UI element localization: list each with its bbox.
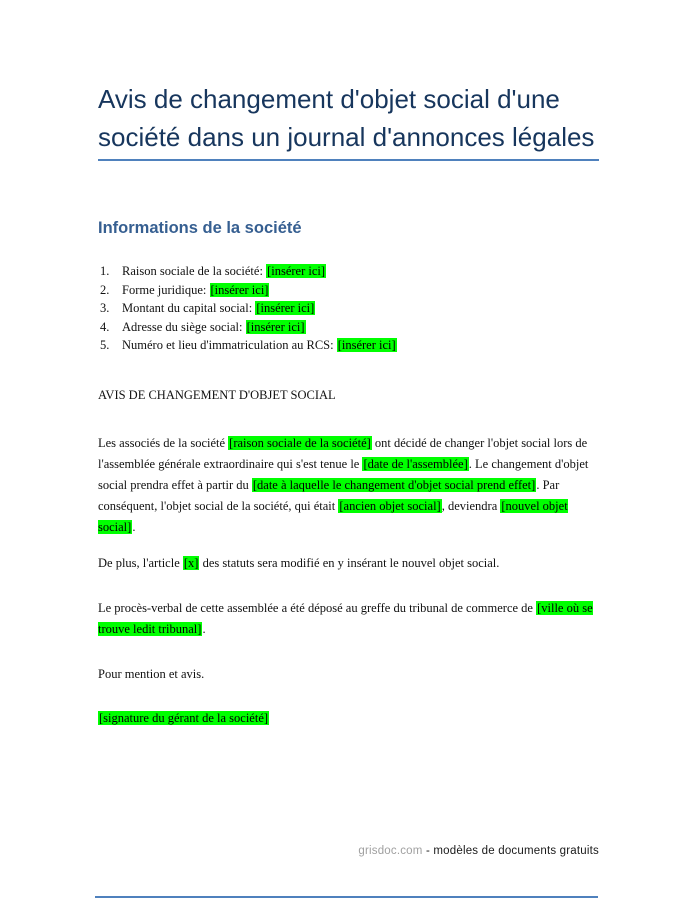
list-number: 2. [100,282,110,297]
paragraph-pour-mention [98,664,599,685]
list-item-label: Raison sociale de la société: [122,264,267,278]
list-item [98,336,599,355]
page-title: Avis de changement d'objet social d'une société dans un journal d'annonces légales [98,0,599,161]
list-item-label: Numéro et lieu d'immatriculation au RCS: [122,338,337,352]
list-number: 1. [100,264,110,278]
notice-subject-line: AVIS DE CHANGEMENT D'OBJET SOCIAL [98,387,336,402]
placeholder-highlight: [x] [183,555,199,570]
company-info-list [98,262,599,355]
signature-placeholder-line [98,708,599,729]
list-item-text [122,281,269,300]
text-run: . Par conséquent, l'objet social de la société, qui était [98,477,560,513]
placeholder-highlight: [insérer ici] [337,338,396,352]
paragraph-proces-verbal [98,598,599,640]
footer-tagline-text: - modèles de documents gratuits [422,845,599,857]
page-footer [98,845,599,857]
text-run: ont décidé de changer l'objet social lors de l'assemblée générale extraordinaire qui s'est tenue le [98,435,588,471]
text-run: Pour mention et avis. [98,666,205,681]
text-run: . Le changement d'objet social prendra effet à partir du [98,456,589,492]
list-item-text [122,299,315,318]
footer-rule [95,896,598,898]
placeholder-highlight: [raison sociale de la société] [229,435,371,450]
list-item-text [122,336,397,355]
placeholder-highlight: [signature du gérant de la société] [99,710,269,725]
text-run: De plus, l'article [98,555,183,570]
paragraph-article-statuts [98,553,599,574]
document-content [98,0,599,729]
list-number: 3. [100,301,110,315]
list-item [98,281,599,300]
text-run: Le procès-verbal de cette assemblée a été déposé au greffe du tribunal de commerce de [98,600,537,615]
list-item-label: Forme juridique: [122,282,210,297]
text-run: Les associés de la société [98,435,229,450]
list-number: 5. [100,338,110,352]
placeholder-highlight: [insérer ici] [246,319,305,334]
placeholder-highlight: [date à laquelle le changement d'objet social prend effet] [252,477,536,492]
section-heading-informations: Informations de la société [98,219,302,237]
placeholder-highlight: [nouvel objet social] [98,498,568,534]
placeholder-highlight: [insérer ici] [256,301,315,315]
text-run: , deviendra [441,498,501,513]
list-number: 4. [100,319,110,334]
placeholder-highlight: [ville où se trouve ledit tribunal] [98,600,593,636]
list-item [98,299,599,318]
text-run: des statuts sera modifié en y insérant le nouvel objet social. [199,555,500,570]
footer-brand-text: grisdoc.com [358,845,423,857]
list-item-text [122,318,306,337]
placeholder-highlight: [insérer ici] [210,282,269,297]
placeholder-highlight: [insérer ici] [267,264,326,278]
list-item [98,262,599,281]
list-item-text [122,262,326,281]
list-item-label: Montant du capital social: [122,301,256,315]
text-run: . [132,519,136,534]
list-item-label: Adresse du siège social: [122,319,246,334]
list-item [98,318,599,337]
placeholder-highlight: [date de l'assemblée] [363,456,468,471]
text-run: . [202,621,206,636]
placeholder-highlight: [ancien objet social] [339,498,441,513]
paragraph-decision [98,433,599,538]
